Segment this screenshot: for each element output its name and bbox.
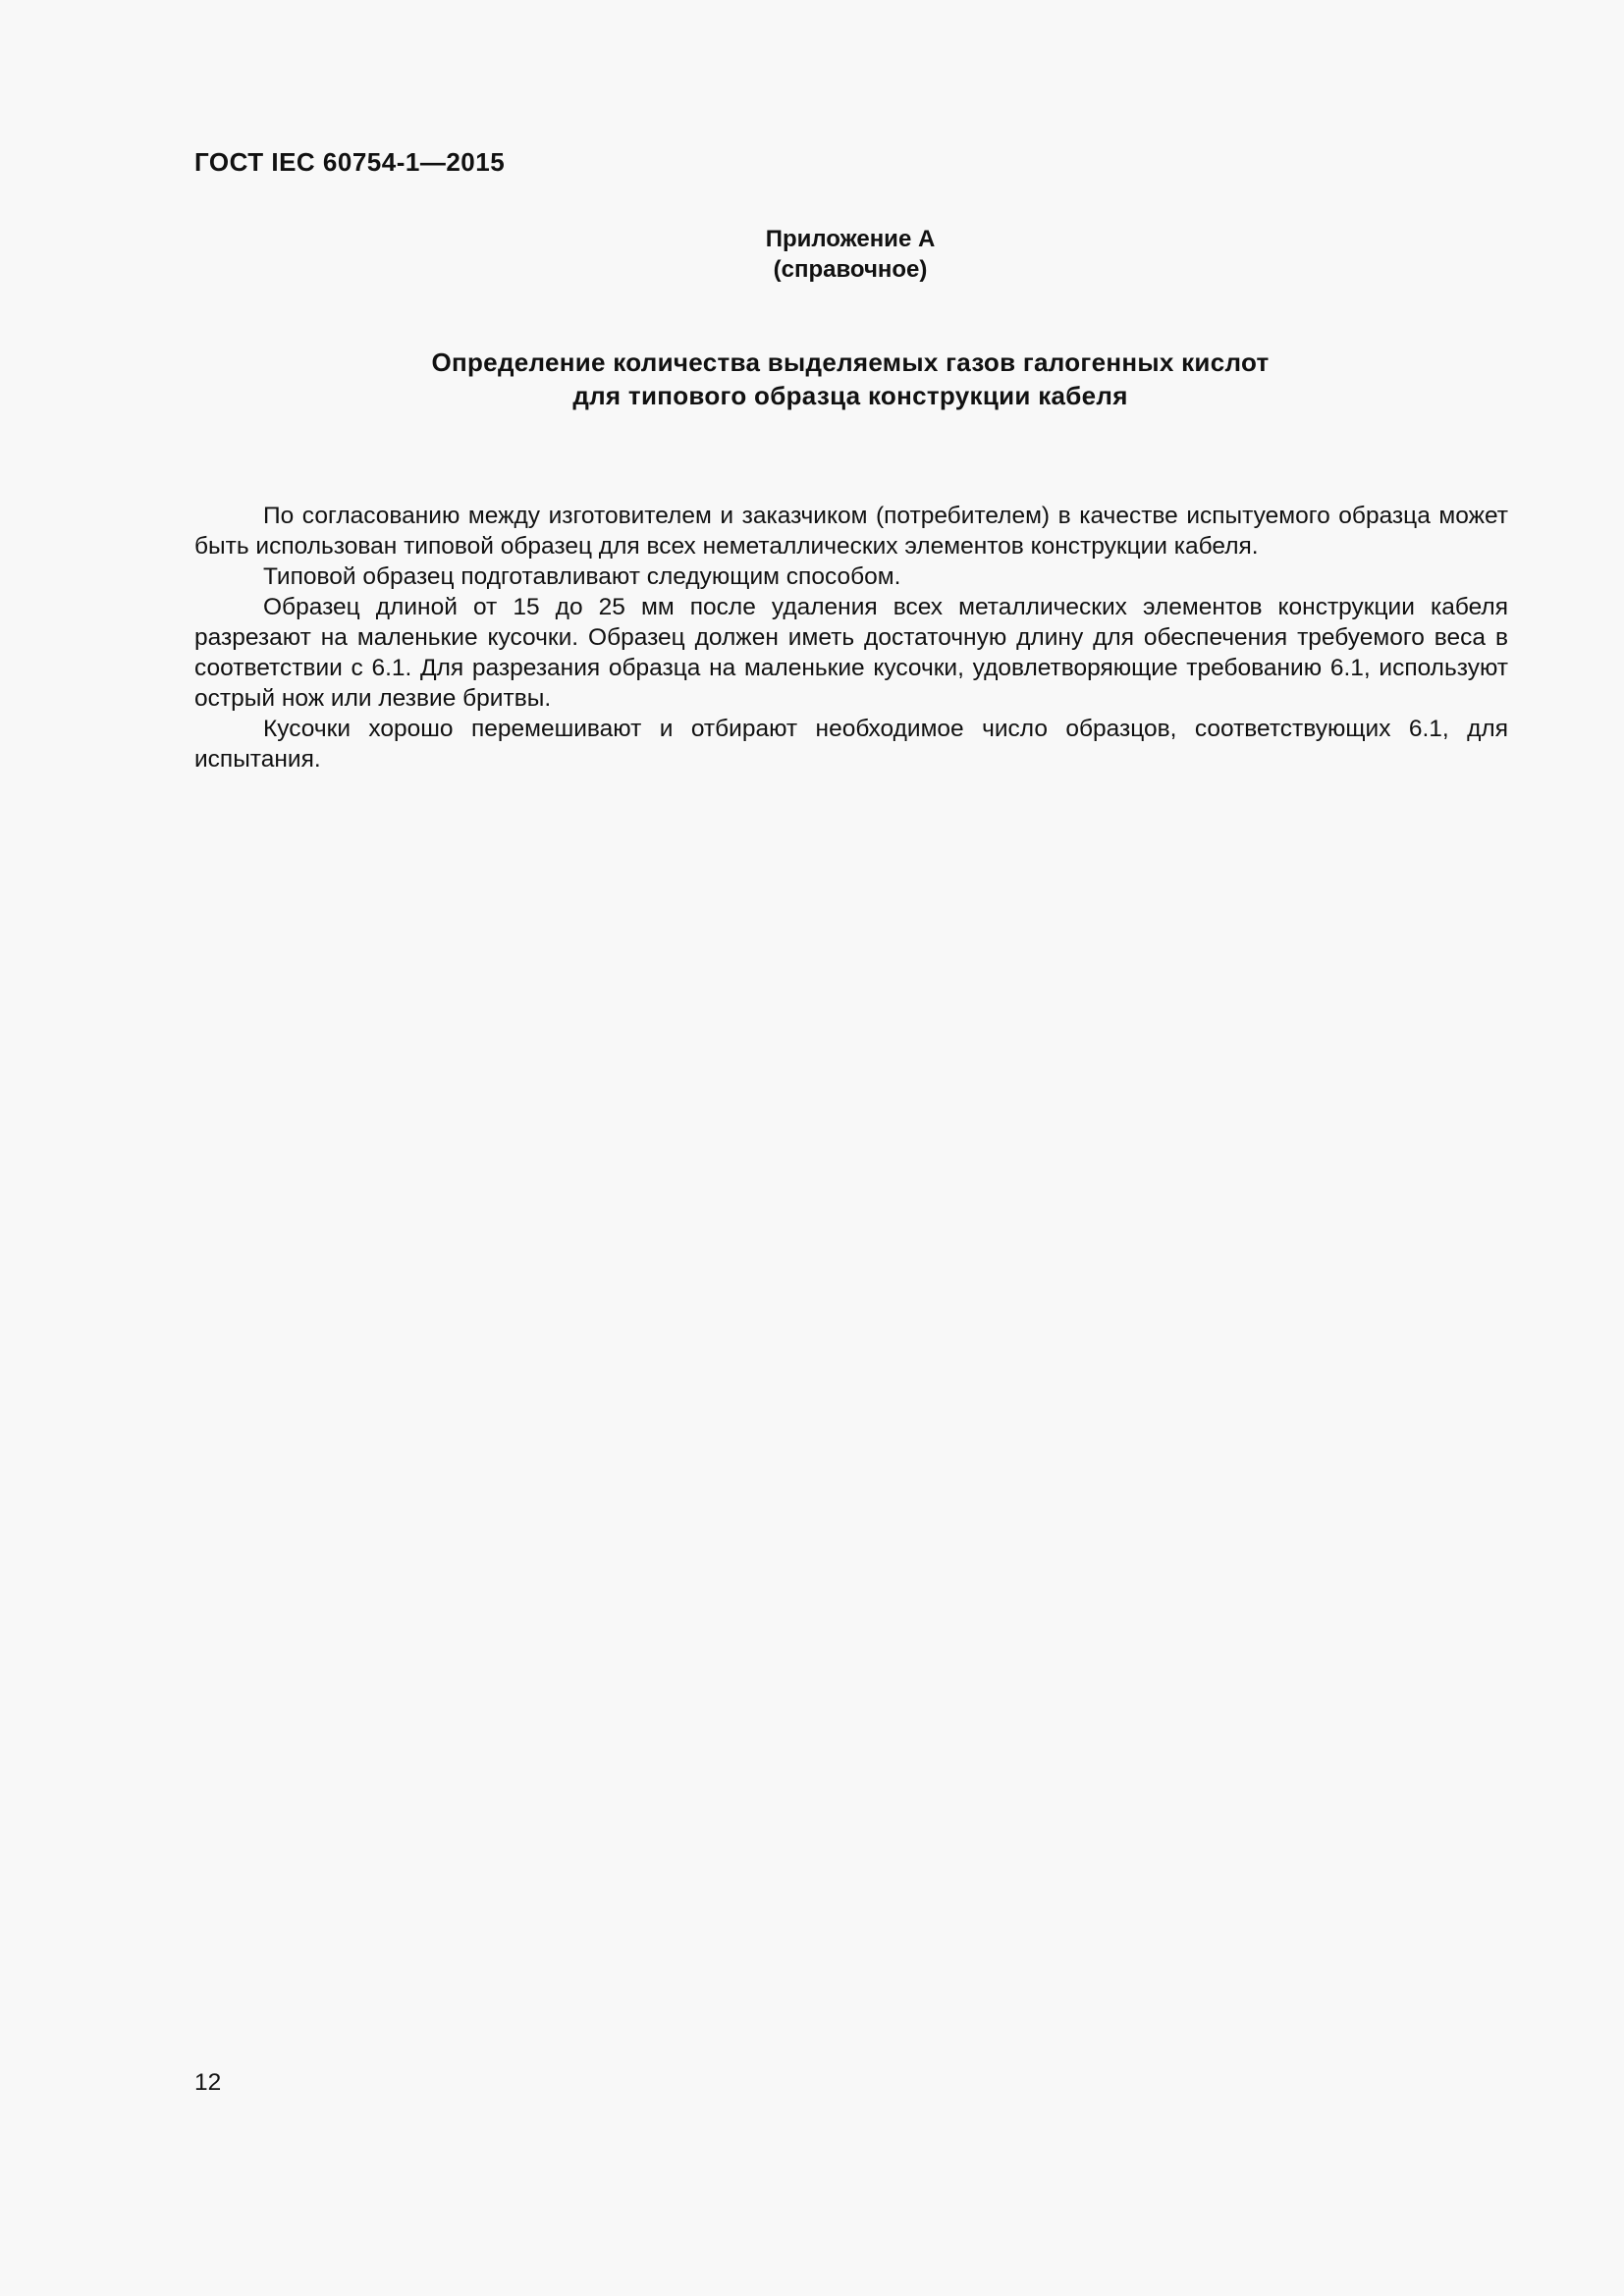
paragraph: Типовой образец подготавливают следующим способом. bbox=[263, 563, 901, 590]
paragraph: По согласованию между изготовителем и заказчиком (потребителем) в качестве испытуемого образца может быть использован типовой образец для всех неметаллических элементов конструкции кабеля. bbox=[194, 503, 1508, 560]
page-number: 12 bbox=[194, 2069, 222, 2096]
annex-heading bbox=[0, 224, 1624, 285]
paragraph: Кусочки хорошо перемешивают и отбирают необходимое число образцов, соответствующих 6.1, для испытания. bbox=[194, 716, 1508, 773]
annex-status: (справочное) bbox=[773, 256, 928, 283]
body-text bbox=[194, 501, 1508, 774]
paragraph: Образец длиной от 15 до 25 мм после удаления всех металлических элементов конструкции кабеля разрезают на маленькие кусочки. Образец должен иметь достаточную длину для обеспечения требуемого веса в соответствии с 6.1. Для разрезания образца на маленькие кусочки, удовлетворяющие требованию 6.1, используют острый нож или лезвие бритвы. bbox=[194, 594, 1508, 712]
annex-label: Приложение А bbox=[765, 226, 936, 252]
section-title-line-2: для типового образца конструкции кабеля bbox=[572, 381, 1128, 410]
document-header: ГОСТ IEC 60754-1—2015 bbox=[194, 147, 506, 177]
section-title bbox=[0, 346, 1624, 412]
section-title-line-1: Определение количества выделяемых газов галогенных кислот bbox=[431, 347, 1270, 377]
